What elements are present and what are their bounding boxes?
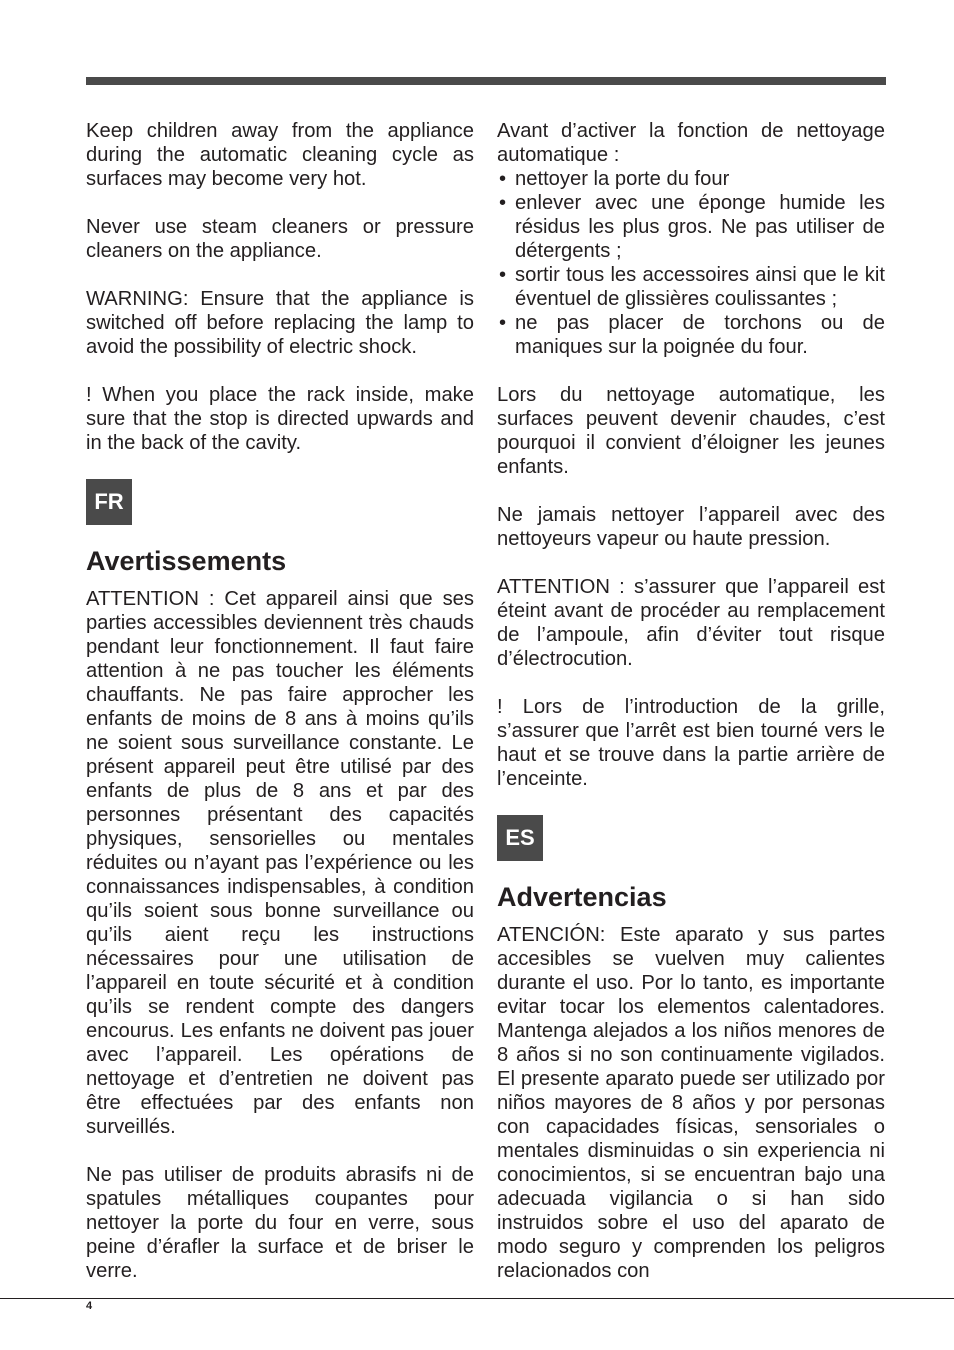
list-item: • ne pas placer de torchons ou de maniques sur la poignée du four. (497, 311, 885, 359)
list-item: • sortir tous les accessoires ainsi que le kit éventuel de glissières coulissantes ; (497, 263, 885, 311)
fr-paragraph-rack: ! Lors de l’introduction de la grille, s’assurer que l’arrêt est bien tourné vers le haut et se trouve dans la partie arrière de l’enceinte. (497, 696, 885, 790)
fr-paragraph-hot: Lors du nettoyage automatique, les surfaces peuvent devenir chaudes, c’est pourquoi il convient d’éloigner les jeunes enfants. (497, 384, 885, 478)
right-column (497, 119, 885, 1283)
left-column (86, 119, 474, 1283)
es-paragraph-attention: ATENCIÓN: Este aparato y sus partes accesibles se vuelven muy calientes durante el uso. Por lo tanto, es importante evitar tocar los elementos calentadores. Mantenga alejados a los niños menores de 8 años si no son continuamente vigilados. El presente aparato puede ser utilizado por niños mayores de 8 años y por personas con capacidades físicas, sensoriales o mentales disminuidas o sin experiencia ni conocimientos, si se encuentran bajo una adecuada vigilancia o si han sido instruidos sobre el uso del aparato de modo seguro y comprenden los peligros relacionados con (497, 924, 885, 1282)
language-badge-fr: FR (86, 479, 132, 525)
footer-rule (0, 1298, 954, 1299)
section-heading-es: Advertencias (497, 882, 667, 912)
list-item: • nettoyer la porte du four (497, 167, 885, 191)
fr-bullet-list (497, 167, 885, 359)
list-item: • enlever avec une éponge humide les résidus les plus gros. Ne pas utiliser de détergents ; (497, 191, 885, 263)
en-paragraph-rack: ! When you place the rack inside, make sure that the stop is directed upwards and in the back of the cavity. (86, 384, 474, 454)
fr-paragraph-lamp: ATTENTION : s’assurer que l’appareil est éteint avant de procéder au remplacement de l’ampoule, afin d’éviter tout risque d’électrocution. (497, 576, 885, 670)
fr-paragraph-abrasives: Ne pas utiliser de produits abrasifs ni de spatules métalliques coupantes pour nettoyer la porte du four en verre, sous peine d’érafler la surface et de briser le verre. (86, 1164, 474, 1282)
fr-paragraph-intro: Avant d’activer la fonction de nettoyage automatique : (497, 120, 885, 166)
page-number: 4 (86, 1300, 93, 1312)
section-heading-fr: Avertissements (86, 546, 287, 576)
fr-paragraph-steam: Ne jamais nettoyer l’appareil avec des nettoyeurs vapeur ou haute pression. (497, 504, 885, 550)
fr-paragraph-attention: ATTENTION : Cet appareil ainsi que ses parties accessibles deviennent très chauds pendant leur fonctionnement. Il faut faire attention à ne pas toucher les éléments chauffants. Ne pas faire approcher les enfants de moins de 8 ans à moins qu’ils ne soient sous surveillance constante. Le présent appareil peut être utilisé par des enfants de plus de 8 ans et par des personnes présentant des capacités physiques, sensorielles ou mentales réduites ou n’ayant pas l’expérience ou les connaissances indispensables, à condition qu’ils soient sous bonne surveillance ou qu’ils aient reçu les instructions nécessaires pour une utilisation de l’appareil en toute sécurité et à condition qu’ils se rendent compte des dangers encourus. Les enfants ne doivent pas jouer avec l’appareil. Les opérations de nettoyage et d’entretien ne doivent pas être effectuées par des enfants non surveillés. (86, 588, 474, 1138)
language-badge-es: ES (497, 815, 543, 861)
en-paragraph-steam: Never use steam cleaners or pressure cleaners on the appliance. (86, 216, 474, 262)
en-paragraph-warning: WARNING: Ensure that the appliance is switched off before replacing the lamp to avoid the possibility of electric shock. (86, 288, 474, 358)
en-paragraph-children: Keep children away from the appliance during the automatic cleaning cycle as surfaces may become very hot. (86, 120, 474, 190)
header-rule (86, 77, 886, 85)
